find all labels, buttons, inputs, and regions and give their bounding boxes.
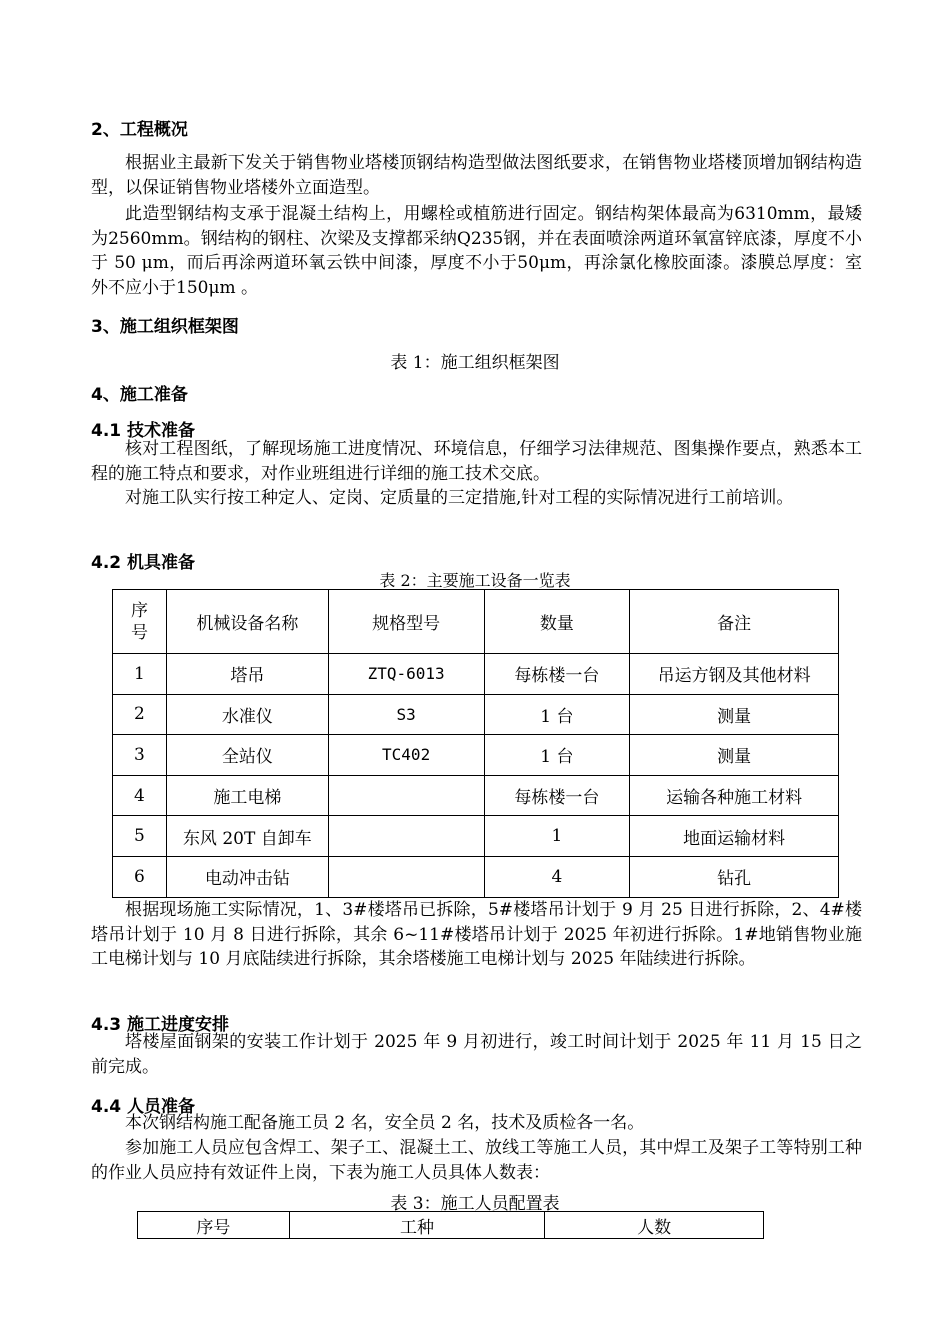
table-cell: 全站仪 [166,735,328,776]
table-cell: 1 台 [484,735,630,776]
table-cell: 吊运方钢及其他材料 [630,654,839,695]
section-3-heading: 3、施工组织框架图 [91,317,239,337]
table-cell: TC402 [328,735,484,776]
table-cell: 电动冲击钻 [166,856,328,897]
table-cell: 测量 [630,735,839,776]
table-cell: 1 [113,654,167,695]
table-cell: 东风 20T 自卸车 [166,816,328,857]
table-cell: ZTQ-6013 [328,654,484,695]
table-row [113,816,839,857]
section-4-2-heading: 4.2 机具准备 [91,553,196,573]
header-cell: 序号 [113,590,167,654]
overview-paragraph-2: 此造型钢结构支承于混凝土结构上，用螺栓或植筋进行固定。钢结构架体最高为6310mm，最矮为2560mm。钢结构的钢柱、次梁及支撑都采纳Q235钢，并在表面喷涂两道环氧富锌底漆，厚度不小于 50 μm，而后再涂两道环氧云铁中间漆，厚度不小于50μm，再涂氯化橡胶面漆。漆膜总厚度：室外不应小于150μm 。 [91,204,862,298]
table-cell: 水准仪 [166,694,328,735]
section-4-3-heading: 4.3 施工进度安排 [91,1015,230,1035]
table-cell: 施工电梯 [166,775,328,816]
section-4-4-heading: 4.4 人员准备 [91,1097,196,1117]
table-cell: 4 [484,856,630,897]
table-cell: 塔吊 [166,654,328,695]
table-cell: 3 [113,735,167,776]
table-cell [328,856,484,897]
table-cell: 5 [113,816,167,857]
table-row [113,775,839,816]
table-header-row [138,1212,764,1239]
section-4-1-heading: 4.1 技术准备 [91,421,196,441]
table-cell: 4 [113,775,167,816]
table-cell: 1 台 [484,694,630,735]
table-cell: 地面运输材料 [630,816,839,857]
section-2-heading: 2、工程概况 [91,120,188,140]
header-cell: 备注 [630,590,839,654]
tech-prep-paragraph-2: 对施工队实行按工种定人、定岗、定质量的三定措施,针对工程的实际情况进行工前培训。 [125,488,794,508]
table-cell: 6 [113,856,167,897]
table-3-caption: 表 3：施工人员配置表 [390,1194,560,1214]
equipment-paragraph: 根据现场施工实际情况，1、3#楼塔吊已拆除，5#楼塔吊计划于 9 月 25 日进行拆除，2、4#楼塔吊计划于 10 月 8 日进行拆除，其余 6~11#楼塔吊计划于 2025 年初进行拆除。1#地销售物业施工电梯计划与 10 月底陆续进行拆除，其余塔楼施工电梯计划与 2025 年陆续进行拆除。 [91,900,862,969]
table-cell: 测量 [630,694,839,735]
table-row [113,856,839,897]
schedule-paragraph: 塔楼屋面钢架的安装工作计划于 2025 年 9 月初进行，竣工时间计划于 2025 年 11 月 15 日之前完成。 [91,1032,862,1077]
overview-paragraph-1: 根据业主最新下发关于销售物业塔楼顶钢结构造型做法图纸要求，在销售物业塔楼顶增加钢结构造型，以保证销售物业塔楼外立面造型。 [91,153,862,198]
table-cell: 1 [484,816,630,857]
header-cell: 规格型号 [328,590,484,654]
header-cell: 机械设备名称 [166,590,328,654]
staff-table [137,1211,764,1239]
table-cell [328,816,484,857]
table-row [113,654,839,695]
table-header-row [113,590,839,654]
staff-paragraph-2: 参加施工人员应包含焊工、架子工、混凝土工、放线工等施工人员，其中焊工及架子工等特别工种的作业人员应持有效证件上岗，下表为施工人员具体人数表： [91,1138,862,1183]
table-cell: 每栋楼一台 [484,654,630,695]
table-cell [328,775,484,816]
table-row [113,735,839,776]
table-cell: 运输各种施工材料 [630,775,839,816]
table-2-caption: 表 2：主要施工设备一览表 [379,571,571,590]
header-cell: 人数 [545,1212,764,1239]
section-4-heading: 4、施工准备 [91,385,188,405]
table-cell: S3 [328,694,484,735]
table-1-caption: 表 1：施工组织框架图 [390,353,560,373]
header-cell: 序号 [138,1212,290,1239]
equipment-table [112,589,839,898]
tech-prep-paragraph-1: 核对工程图纸，了解现场施工进度情况、环境信息，仔细学习法律规范、图集操作要点，熟悉本工程的施工特点和要求，对作业班组进行详细的施工技术交底。 [91,439,862,484]
table-cell: 钻孔 [630,856,839,897]
table-cell: 2 [113,694,167,735]
header-cell: 数量 [484,590,630,654]
staff-paragraph-1: 本次钢结构施工配备施工员 2 名，安全员 2 名，技术及质检各一名。 [125,1113,645,1133]
table-row [113,694,839,735]
header-cell: 工种 [289,1212,545,1239]
table-cell: 每栋楼一台 [484,775,630,816]
